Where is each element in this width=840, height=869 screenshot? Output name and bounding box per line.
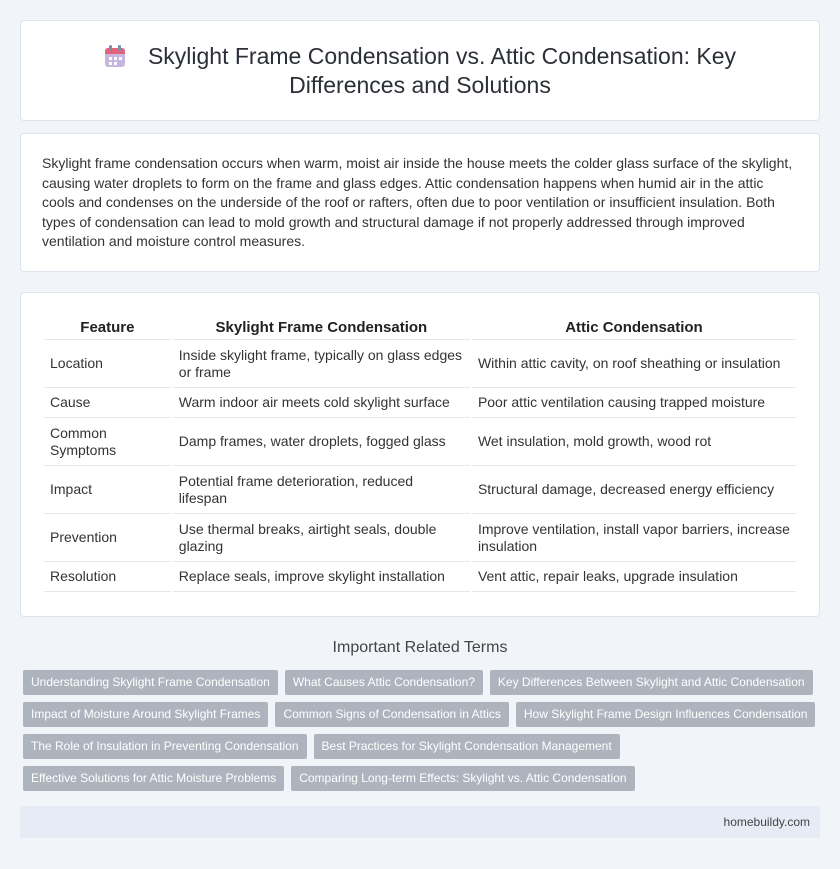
tag-row bbox=[23, 702, 823, 727]
row-attic: Poor attic ventilation causing trapped moisture bbox=[472, 388, 796, 418]
header-card bbox=[20, 20, 820, 121]
tag-row bbox=[23, 670, 823, 695]
tag-row bbox=[23, 766, 823, 791]
title-wrap bbox=[21, 21, 819, 120]
intro-paragraph: Skylight frame condensation occurs when warm, moist air inside the house meets the colder glass surface of the skylight, causing water droplets to form on the frame and glass edges. Attic condensation happens when humid air in the attic cools and condenses on the underside of the roof or rafters, often due to poor ventilation or insufficient insulation. Both types of condensation can lead to mold growth and structural damage if not properly addressed through improved ventilation and moisture control measures. bbox=[42, 155, 793, 250]
row-skylight: Potential frame deterioration, reduced lifespan bbox=[173, 466, 470, 514]
related-tag[interactable]: Key Differences Between Skylight and Attic Condensation bbox=[490, 670, 813, 695]
footer-site[interactable]: homebuildy.com bbox=[723, 815, 810, 829]
table-row bbox=[44, 388, 796, 418]
header-skylight: Skylight Frame Condensation bbox=[173, 313, 470, 340]
table-row bbox=[44, 466, 796, 514]
header-attic: Attic Condensation bbox=[472, 313, 796, 340]
related-tag[interactable]: Effective Solutions for Attic Moisture Problems bbox=[23, 766, 284, 791]
related-tag[interactable]: Best Practices for Skylight Condensation Management bbox=[314, 734, 620, 759]
comparison-card bbox=[20, 292, 820, 617]
row-feature: Impact bbox=[44, 466, 171, 514]
table-row bbox=[44, 562, 796, 592]
related-terms-title: Important Related Terms bbox=[332, 639, 508, 656]
row-skylight: Use thermal breaks, airtight seals, double glazing bbox=[173, 514, 470, 562]
table-row bbox=[44, 514, 796, 562]
header-feature: Feature bbox=[44, 313, 171, 340]
row-attic: Wet insulation, mold growth, wood rot bbox=[472, 418, 796, 466]
title-text: Skylight Frame Condensation vs. Attic Condensation: Key Differences and Solutions bbox=[147, 42, 737, 98]
row-attic: Structural damage, decreased energy efficiency bbox=[472, 466, 796, 514]
row-feature: Common Symptoms bbox=[44, 418, 171, 466]
related-tag[interactable]: Impact of Moisture Around Skylight Frames bbox=[23, 702, 268, 727]
intro-card bbox=[20, 133, 820, 272]
row-feature: Prevention bbox=[44, 514, 171, 562]
row-feature: Cause bbox=[44, 388, 171, 418]
tag-row bbox=[23, 734, 823, 759]
row-attic: Improve ventilation, install vapor barriers, increase insulation bbox=[472, 514, 796, 562]
related-tag[interactable]: How Skylight Frame Design Influences Condensation bbox=[516, 702, 815, 727]
row-attic: Vent attic, repair leaks, upgrade insulation bbox=[472, 562, 796, 592]
related-tag[interactable]: The Role of Insulation in Preventing Condensation bbox=[23, 734, 307, 759]
row-feature: Resolution bbox=[44, 562, 171, 592]
table-row bbox=[44, 340, 796, 388]
comparison-table bbox=[42, 313, 798, 592]
calendar-icon bbox=[104, 44, 126, 68]
row-skylight: Inside skylight frame, typically on glass edges or frame bbox=[173, 340, 470, 388]
row-feature: Location bbox=[44, 340, 171, 388]
row-skylight: Replace seals, improve skylight installation bbox=[173, 562, 470, 592]
related-tag[interactable]: Understanding Skylight Frame Condensation bbox=[23, 670, 278, 695]
related-tag[interactable]: Common Signs of Condensation in Attics bbox=[275, 702, 508, 727]
row-skylight: Damp frames, water droplets, fogged glass bbox=[173, 418, 470, 466]
related-tag[interactable]: Comparing Long-term Effects: Skylight vs. Attic Condensation bbox=[291, 766, 634, 791]
related-tag[interactable]: What Causes Attic Condensation? bbox=[285, 670, 483, 695]
footer bbox=[20, 806, 820, 838]
row-skylight: Warm indoor air meets cold skylight surface bbox=[173, 388, 470, 418]
table-row bbox=[44, 418, 796, 466]
page-title bbox=[61, 42, 779, 100]
related-tags bbox=[23, 670, 823, 798]
row-attic: Within attic cavity, on roof sheathing or insulation bbox=[472, 340, 796, 388]
